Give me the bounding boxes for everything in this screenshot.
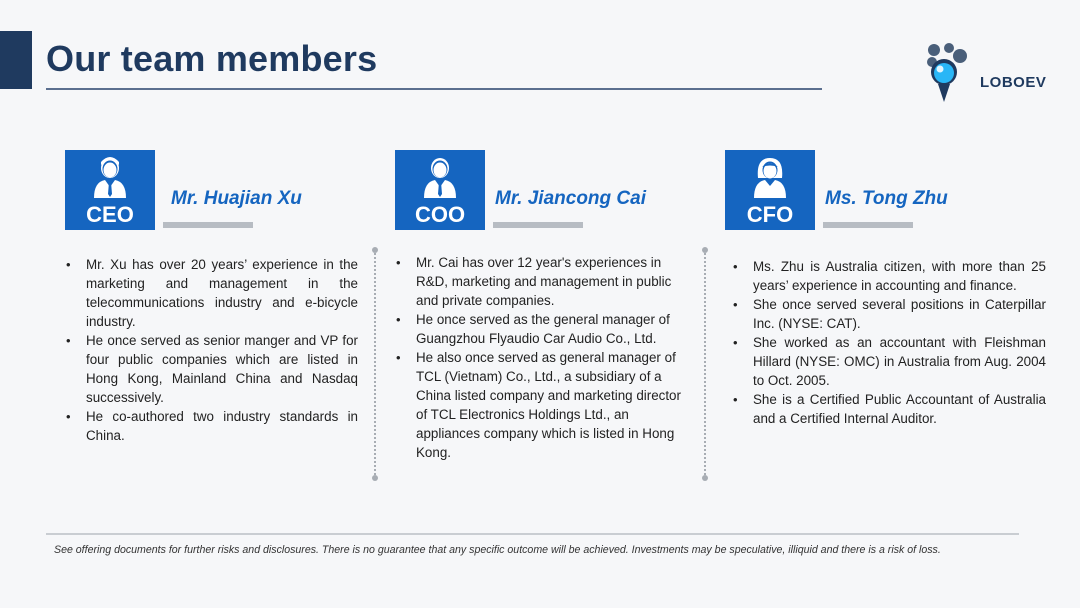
- role-label: CFO: [746, 202, 794, 227]
- page-title: Our team members: [46, 38, 378, 79]
- name-underline: [493, 222, 583, 228]
- bio-bullet: • She once served several positions in Caterpillar Inc. (NYSE: CAT).: [732, 295, 1046, 333]
- person-icon: [422, 156, 458, 198]
- title-underline: [46, 88, 822, 90]
- logo-text: LOBOEV: [980, 74, 1047, 91]
- bio-bullet: • He also once served as general manager of TCL (Vietnam) Co., Ltd., a subsidiary of a China listed company and marketing director of TCL Electronics Holdings Ltd., an appliances company which is listed in Hong Kong.: [395, 348, 695, 462]
- role-label: COO: [414, 202, 466, 227]
- footer-disclaimer: See offering documents for further risks and disclosures. There is no guarantee that any specific outcome will be achieved. Investments may be speculative, illiquid and there is a risk of loss.: [54, 544, 941, 556]
- footer-divider: [46, 533, 1019, 535]
- bio-bullet: • He once served as the general manager of Guangzhou Flyaudio Car Audio Co., Ltd.: [395, 310, 695, 348]
- company-logo: [922, 40, 1052, 110]
- role-box-ceo: [65, 150, 155, 230]
- name-underline: [163, 222, 253, 228]
- bio-bullet: • He co-authored two industry standards in China.: [65, 407, 358, 445]
- member-bio-list: [395, 253, 695, 462]
- bio-bullet: • Ms. Zhu is Australia citizen, with more than 25 years’ experience in accounting and finance.: [732, 257, 1046, 295]
- bio-bullet: • She worked as an accountant with Fleishman Hillard (NYSE: OMC) in Australia from Aug. 2004 to Oct. 2005.: [732, 333, 1046, 390]
- role-box-cfo: [725, 150, 815, 230]
- bio-bullet: • He once served as senior manger and VP for four public companies which are listed in Hong Kong, Mainland China and Nasdaq successively.: [65, 331, 358, 407]
- bio-bullet: • Mr. Xu has over 20 years’ experience in the marketing and management in the telecommunications industry and e-bicycle industry.: [65, 255, 358, 331]
- person-icon: [92, 156, 128, 198]
- loboev-logo-icon: [922, 40, 972, 110]
- role-box-coo: [395, 150, 485, 230]
- column-divider: [704, 250, 706, 478]
- role-label: CEO: [86, 202, 134, 227]
- title-accent-bar: [0, 31, 32, 89]
- name-underline: [823, 222, 913, 228]
- member-bio-list: [65, 255, 358, 445]
- member-bio-list: [732, 257, 1046, 428]
- member-name: Mr. Huajian Xu: [171, 188, 302, 209]
- member-name: Ms. Tong Zhu: [825, 188, 948, 209]
- column-divider: [374, 250, 376, 478]
- bio-bullet: • She is a Certified Public Accountant of Australia and a Certified Internal Auditor.: [732, 390, 1046, 428]
- bio-bullet: • Mr. Cai has over 12 year's experiences in R&D, marketing and management in public and private companies.: [395, 253, 695, 310]
- member-name: Mr. Jiancong Cai: [495, 188, 646, 209]
- person-female-icon: [752, 156, 788, 198]
